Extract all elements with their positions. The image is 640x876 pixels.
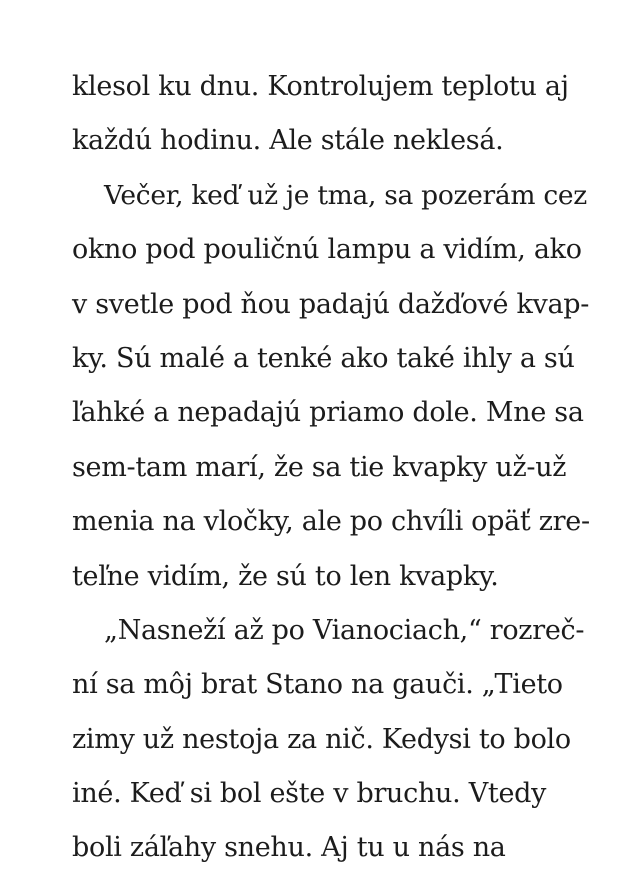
text-line: klesol ku dnu. Kontrolujem teplotu aj bbox=[72, 71, 569, 102]
text-line: v svetle pod ňou padajú dažďové kvap- bbox=[72, 288, 590, 320]
body-text bbox=[72, 60, 592, 876]
text-line: teľne vidím, že sú to len kvapky. bbox=[72, 560, 499, 592]
text-line: ky. Sú malé a tenké ako také ihly a sú bbox=[72, 342, 575, 374]
text-line: sem-tam marí, že sa tie kvapky už-už bbox=[72, 451, 567, 483]
text-line: ní sa môj brat Stano na gauči. „Tieto bbox=[72, 669, 563, 701]
text-line: okno pod pouličnú lampu a vidím, ako bbox=[72, 234, 582, 266]
text-line: každú hodinu. Ale stále neklesá. bbox=[72, 125, 504, 157]
text-line: boli záľahy snehu. Aj tu u nás na bbox=[72, 832, 506, 864]
paragraph-start-line: Večer, keď už je tma, sa pozerám cez bbox=[104, 179, 587, 211]
paragraph-start-line: „Nasneží až po Vianociach,“ rozreč- bbox=[104, 614, 585, 646]
text-line: zimy už nestoja za nič. Kedysi to bolo bbox=[72, 723, 571, 755]
text-line: ľahké a nepadajú priamo dole. Mne sa bbox=[72, 397, 584, 429]
text-line: iné. Keď si bol ešte v bruchu. Vtedy bbox=[72, 778, 547, 810]
text-line: menia na vločky, ale po chvíli opäť zre- bbox=[72, 506, 590, 538]
